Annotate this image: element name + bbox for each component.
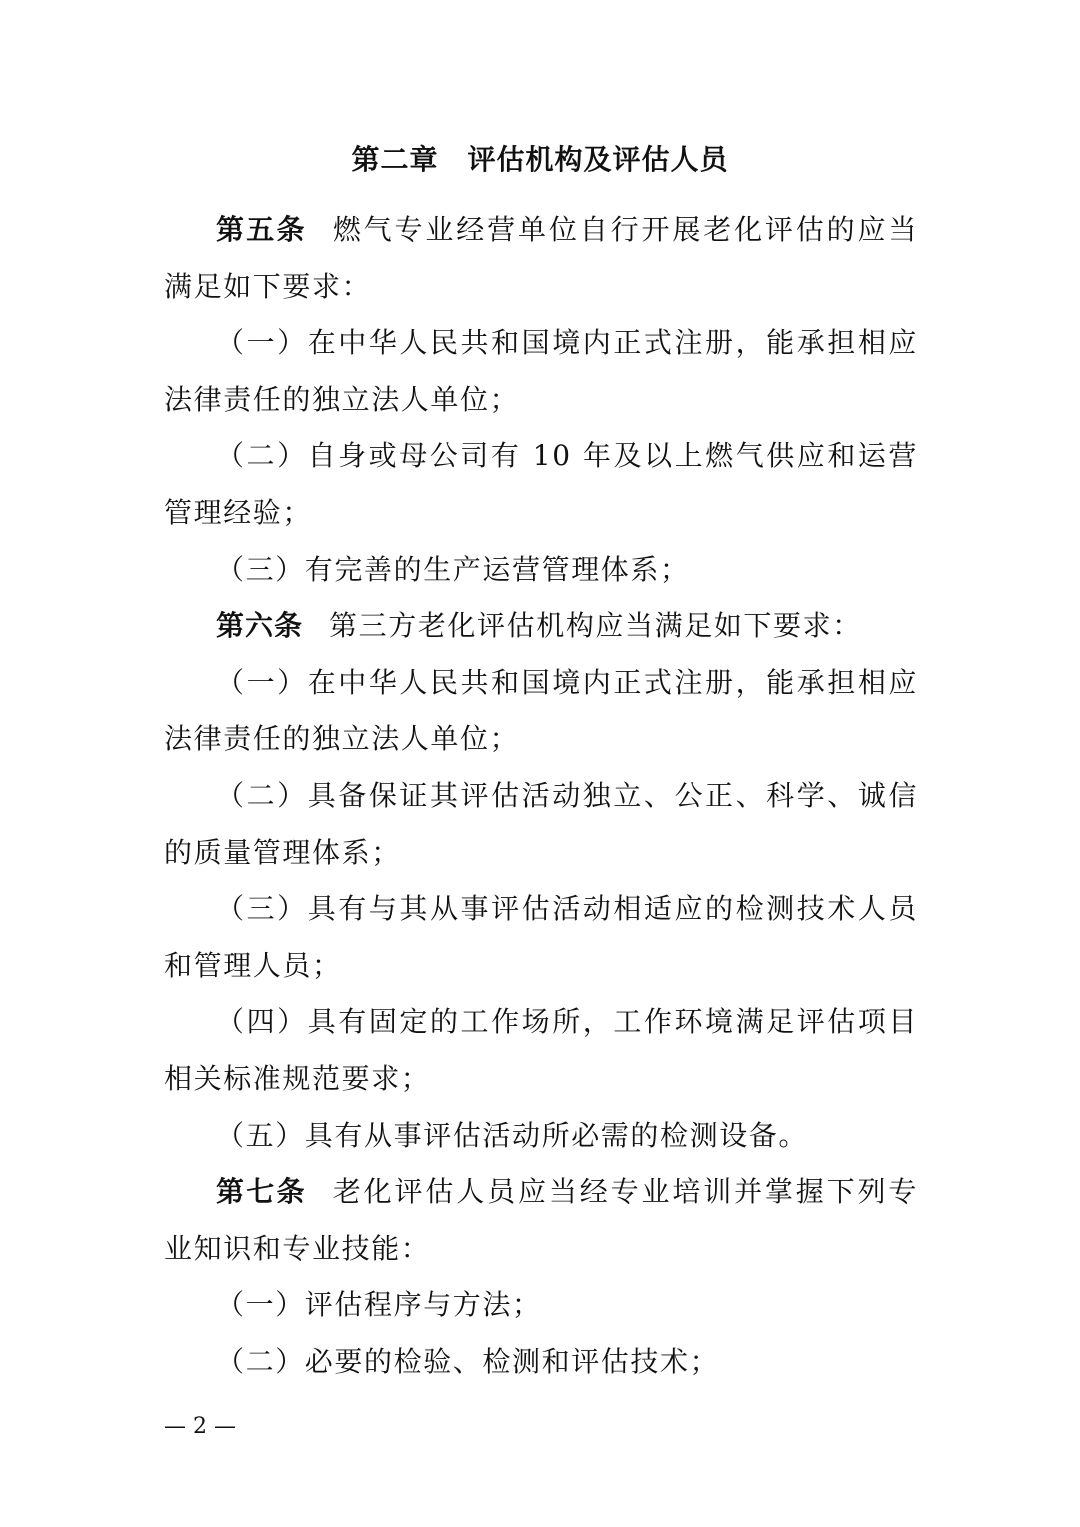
list-item-paragraph: [164, 315, 918, 428]
list-item-paragraph: [164, 428, 918, 541]
paragraph-text: （五）具有从事评估活动所必需的检测设备。: [216, 1118, 809, 1152]
list-item-paragraph: [164, 1334, 918, 1391]
document-body: [164, 202, 918, 1390]
article-5-paragraph: [164, 202, 918, 315]
paragraph-text: （一）评估程序与方法；: [216, 1288, 542, 1322]
article-label: 第七条: [216, 1175, 307, 1209]
list-item-paragraph: [164, 1108, 918, 1165]
paragraph-text: （二）必要的检验、检测和评估技术；: [216, 1344, 720, 1378]
article-6-paragraph: [164, 598, 918, 655]
list-item-paragraph: [164, 655, 918, 768]
paragraph-text: （四）具有固定的工作场所，工作环境满足评估项目相关标准规范要求；: [164, 1005, 918, 1095]
article-label: 第五条: [216, 213, 307, 246]
paragraph-text: （一）在中华人民共和国境内正式注册，能承担相应法律责任的独立法人单位；: [164, 665, 918, 756]
paragraph-text: 第三方老化评估机构应当满足如下要求：: [329, 609, 862, 643]
paragraph-text: （二）具备保证其评估活动独立、公正、科学、诚信的质量管理体系；: [164, 778, 918, 869]
paragraph-text: 燃气专业经营单位自行开展老化评估的应当满足如下要求：: [164, 213, 918, 303]
paragraph-text: 老化评估人员应当经专业培训并掌握下列专业知识和专业技能：: [164, 1175, 918, 1265]
page-number: — 2 —: [164, 1414, 236, 1439]
paragraph-text: （二）自身或母公司有 10 年及以上燃气供应和运营管理经验；: [164, 439, 918, 529]
list-item-paragraph: [164, 881, 918, 994]
article-label: 第六条: [216, 609, 304, 643]
list-item-paragraph: [164, 1277, 918, 1334]
article-7-paragraph: [164, 1164, 918, 1277]
list-item-paragraph: [164, 768, 918, 881]
paragraph-text: （三）有完善的生产运营管理体系；: [216, 552, 690, 586]
paragraph-text: （三）具有与其从事评估活动相适应的检测技术人员和管理人员；: [164, 892, 918, 982]
list-item-paragraph: [164, 994, 918, 1107]
list-item-paragraph: [164, 542, 918, 599]
paragraph-text: （一）在中华人民共和国境内正式注册，能承担相应法律责任的独立法人单位；: [164, 326, 918, 416]
chapter-title: 第二章 评估机构及评估人员: [351, 143, 729, 176]
